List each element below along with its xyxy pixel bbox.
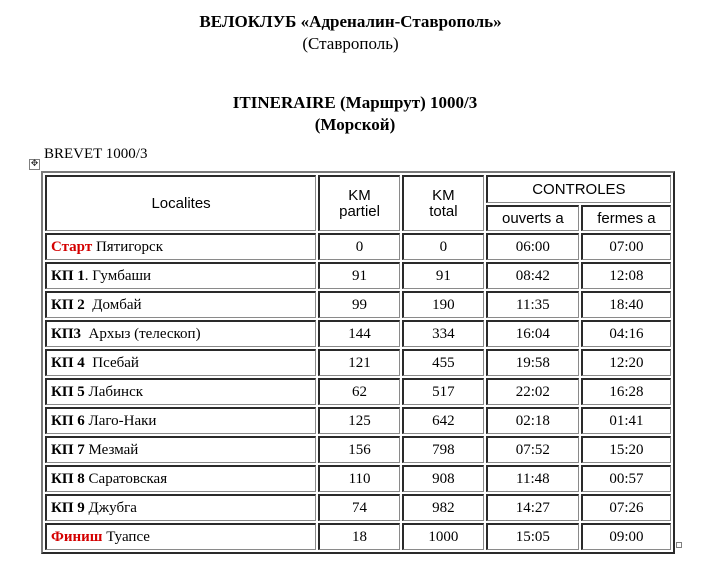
move-handle-icon[interactable]: ✥ [30,159,39,169]
control-code: КП 5 [51,383,85,400]
cell-fermes: 09:00 [581,523,671,550]
table-row [45,233,671,260]
cell-km-partiel: 62 [318,378,400,405]
table-row [45,407,671,434]
cell-km-total: 91 [402,262,484,289]
header-km-partiel-label: partiel [339,202,380,220]
control-code: КП 9 [51,499,85,516]
cell-ouverts: 08:42 [486,262,579,289]
control-code: КП 1 [51,267,85,284]
table-row [45,378,671,405]
control-code: КП3 [51,325,82,342]
table-row [45,523,671,550]
club-title: ВЕЛОКЛУБ «Адреналин-Ставрополь» [199,12,502,31]
cell-km-total: 455 [402,349,484,376]
header-km-total [402,175,484,231]
cell-ouverts: 07:52 [486,436,579,463]
header-km-total-unit: KM [432,186,455,204]
cell-km-partiel: 91 [318,262,400,289]
cell-km-partiel: 99 [318,291,400,318]
cell-fermes: 12:08 [581,262,671,289]
cell-km-partiel: 0 [318,233,400,260]
control-place: Джубга [84,499,137,516]
control-code: КП 8 [51,470,85,487]
control-code: КП 4 [51,354,85,371]
itinerary-rows [45,233,671,550]
cell-ouverts: 16:04 [486,320,579,347]
control-place: . Гумбаши [84,267,152,284]
cell-fermes: 16:28 [581,378,671,405]
header-km-partiel [318,175,400,231]
table-row [45,262,671,289]
cell-fermes: 12:20 [581,349,671,376]
cell-km-total: 642 [402,407,484,434]
control-place: Саратовская [84,470,168,487]
cell-fermes: 18:40 [581,291,671,318]
cell-ouverts: 22:02 [486,378,579,405]
header-localites: Localites [45,175,316,231]
cell-fermes: 07:26 [581,494,671,521]
cell-localite [45,465,316,492]
cell-km-partiel: 110 [318,465,400,492]
control-place: Пятигорск [92,238,163,255]
cell-km-total: 517 [402,378,484,405]
control-place: Домбай [84,296,142,313]
table-row [45,291,671,318]
cell-km-partiel: 156 [318,436,400,463]
header-fermes: fermes a [581,205,671,231]
cell-km-partiel: 125 [318,407,400,434]
control-place: Псебай [84,354,139,371]
cell-fermes: 04:16 [581,320,671,347]
cell-km-total: 334 [402,320,484,347]
table-row [45,320,671,347]
cell-km-total: 908 [402,465,484,492]
cell-localite [45,320,316,347]
cell-fermes: 01:41 [581,407,671,434]
cell-ouverts: 11:48 [486,465,579,492]
cell-ouverts: 11:35 [486,291,579,318]
cell-fermes: 07:00 [581,233,671,260]
cell-km-total: 798 [402,436,484,463]
control-place: Мезмай [84,441,139,458]
cell-ouverts: 15:05 [486,523,579,550]
brevet-label: BREVET 1000/3 [44,146,148,162]
header-km-total-label: total [429,202,458,220]
cell-localite [45,233,316,260]
control-code: КП 2 [51,296,85,313]
cell-localite [45,262,316,289]
cell-km-partiel: 144 [318,320,400,347]
cell-localite [45,349,316,376]
control-place: Архыз (телескоп) [81,325,201,342]
club-city: (Ставрополь) [302,34,399,53]
cell-fermes: 00:57 [581,465,671,492]
itinerary-table [41,171,675,554]
cell-localite [45,291,316,318]
header-ouverts: ouverts a [486,205,579,231]
table-row [45,436,671,463]
control-place: Лабинск [84,383,144,400]
cell-km-partiel: 121 [318,349,400,376]
cell-km-total: 1000 [402,523,484,550]
header-km-partiel-unit: KM [348,186,371,204]
cell-ouverts: 14:27 [486,494,579,521]
cell-localite [45,407,316,434]
control-code: КП 7 [51,441,85,458]
cell-km-total: 982 [402,494,484,521]
control-code: Финиш [51,528,103,545]
cell-km-total: 0 [402,233,484,260]
table-row [45,465,671,492]
cell-km-partiel: 18 [318,523,400,550]
itinerary-title: ITINERAIRE (Маршрут) 1000/3 [232,93,478,112]
control-code: КП 6 [51,412,85,429]
cell-localite [45,523,316,550]
cell-ouverts: 02:18 [486,407,579,434]
control-code: Старт [51,238,93,255]
cell-localite [45,436,316,463]
table-row [45,494,671,521]
header-controles: CONTROLES [486,175,671,203]
table-row [45,349,671,376]
cell-km-total: 190 [402,291,484,318]
control-place: Туапсе [102,528,150,545]
route-name: (Морской) [314,115,396,134]
cell-ouverts: 06:00 [486,233,579,260]
cell-localite [45,494,316,521]
cell-km-partiel: 74 [318,494,400,521]
cell-ouverts: 19:58 [486,349,579,376]
cell-localite [45,378,316,405]
control-place: Лаго-Наки [84,412,157,429]
cell-fermes: 15:20 [581,436,671,463]
resize-handle-icon[interactable] [676,542,682,548]
